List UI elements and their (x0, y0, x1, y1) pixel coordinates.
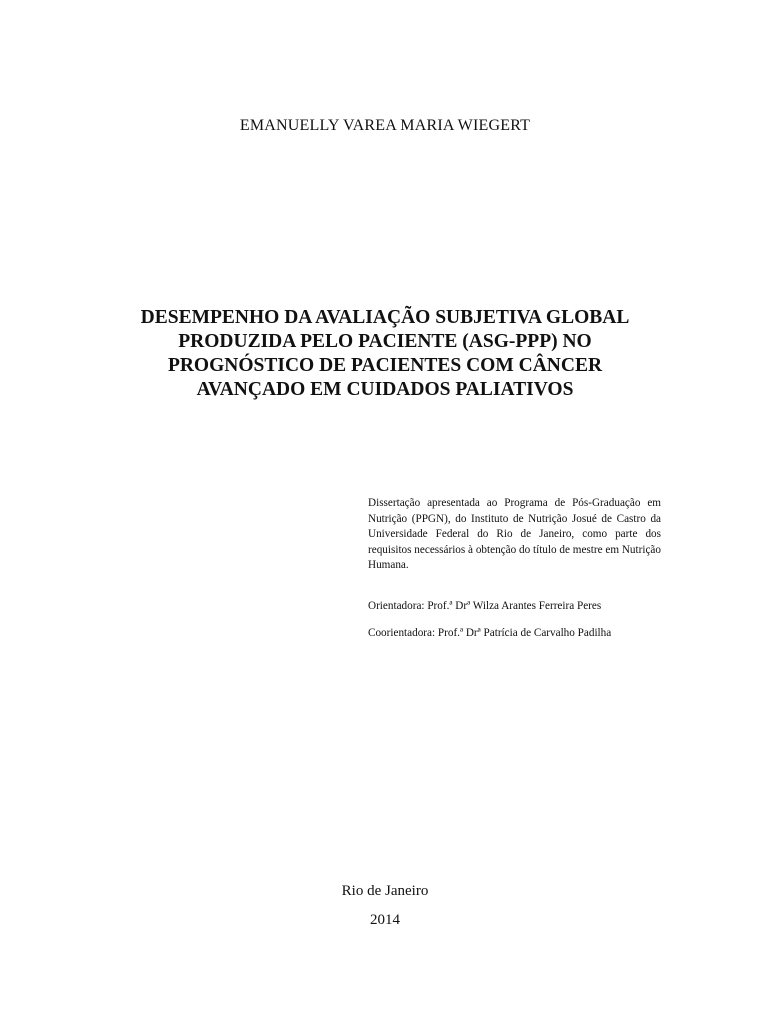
co-advisor-line: Coorientadora: Prof.ª Drª Patrícia de Carvalho Padilha (368, 627, 612, 639)
advisor-line: Orientadora: Prof.ª Drª Wilza Arantes Ferreira Peres (368, 600, 602, 612)
publication-place: Rio de Janeiro (341, 883, 429, 899)
thesis-title-line: PRODUZIDA PELO PACIENTE (ASG-PPP) NO (178, 331, 592, 352)
thesis-title-line: DESEMPENHO DA AVALIAÇÃO SUBJETIVA GLOBAL (140, 307, 630, 328)
thesis-title-line: AVANÇADO EM CUIDADOS PALIATIVOS (196, 379, 574, 400)
publication-year: 2014 (370, 912, 400, 928)
thesis-title-line: PROGNÓSTICO DE PACIENTES COM CÂNCER (167, 355, 603, 376)
dissertation-description: Dissertação apresentada ao Programa de Pós-Graduação em Nutrição (PPGN), do Instituto de Nutrição Josué de Castro da Universidade Federal do Rio de Janeiro, como parte dos requisitos necessários à obtenção do título de mestre em Nutrição Humana. (368, 497, 661, 571)
thesis-title (100, 306, 670, 402)
author-name: EMANUELLY VAREA MARIA WIEGERT (239, 117, 531, 134)
